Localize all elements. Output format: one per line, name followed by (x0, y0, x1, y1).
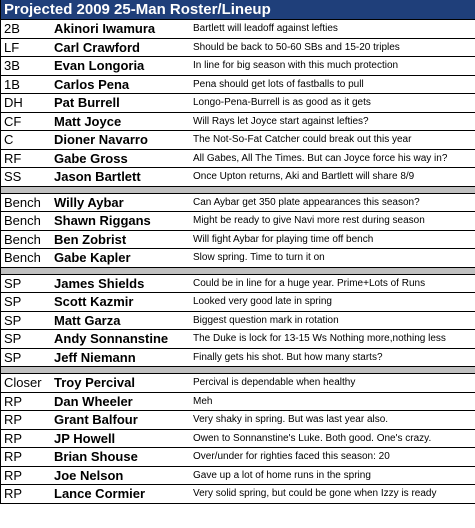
player-name-cell: Evan Longoria (54, 58, 145, 74)
position-cell: 3B (4, 58, 20, 74)
note-cell: Slow spring. Time to turn it on (193, 252, 325, 264)
player-name-cell: Akinori Iwamura (54, 21, 156, 37)
roster-row (1, 249, 475, 268)
position-cell: SS (4, 169, 22, 185)
position-cell: DH (4, 95, 23, 111)
player-name-cell: Scott Kazmir (54, 294, 134, 310)
position-cell: 2B (4, 21, 20, 37)
position-cell: SP (4, 294, 22, 310)
position-cell: C (4, 132, 14, 148)
position-cell: 1B (4, 76, 20, 92)
note-cell: Over/under for righties faced this season: 20 (193, 451, 390, 463)
position-cell: CF (4, 113, 22, 129)
player-name-cell: Troy Percival (54, 375, 135, 391)
position-cell: RP (4, 430, 23, 446)
player-name-cell: Gabe Kapler (54, 250, 131, 266)
player-name-cell: Andy Sonnanstine (54, 331, 169, 347)
position-cell: SP (4, 275, 22, 291)
note-cell: In line for big season with this much protection (193, 60, 399, 72)
note-cell: Looked very good late in spring (193, 296, 332, 308)
roster-row (1, 393, 475, 412)
position-cell: Bench (4, 194, 41, 210)
player-name-cell: Lance Cormier (54, 486, 146, 502)
note-cell: Owen to Sonnanstine's Luke. Both good. One's crazy. (193, 432, 432, 444)
note-cell: The Not-So-Fat Catcher could break out this year (193, 134, 412, 146)
note-cell: Longo-Pena-Burrell is as good as it gets (193, 97, 371, 109)
position-cell: RF (4, 150, 22, 166)
roster-row (1, 485, 475, 504)
roster-row (1, 312, 475, 331)
roster-row (1, 330, 475, 349)
player-name-cell: Gabe Gross (54, 150, 128, 166)
roster-row (1, 57, 475, 76)
position-cell: Bench (4, 250, 41, 266)
note-cell: The Duke is lock for 13-15 Ws Nothing more,nothing less (193, 333, 446, 345)
position-cell: RP (4, 467, 23, 483)
player-name-cell: Carlos Pena (54, 76, 130, 92)
note-cell: Will fight Aybar for playing time off bench (193, 233, 374, 245)
player-name-cell: James Shields (54, 275, 145, 291)
roster-row (1, 275, 475, 294)
roster-row (1, 212, 475, 231)
roster-row (1, 194, 475, 213)
note-cell: Meh (193, 395, 213, 407)
position-cell: RP (4, 486, 23, 502)
position-cell: RP (4, 449, 23, 465)
section-divider (1, 187, 475, 194)
player-name-cell: Dan Wheeler (54, 393, 133, 409)
position-cell: SP (4, 312, 22, 328)
player-name-cell: Brian Shouse (54, 449, 138, 465)
player-name-cell: Shawn Riggans (54, 213, 151, 229)
position-cell: LF (4, 39, 20, 55)
roster-row (1, 131, 475, 150)
position-cell: RP (4, 412, 23, 428)
player-name-cell: Pat Burrell (54, 95, 120, 111)
roster-row (1, 467, 475, 486)
roster-row (1, 448, 475, 467)
note-cell: All Gabes, All The Times. But can Joyce force his way in? (193, 152, 448, 164)
player-name-cell: Joe Nelson (54, 467, 124, 483)
note-cell: Very shaky in spring. But was last year also. (193, 414, 389, 426)
roster-row (1, 293, 475, 312)
player-name-cell: Jeff Niemann (54, 349, 136, 365)
player-name-cell: Dioner Navarro (54, 132, 148, 148)
roster-row (1, 20, 475, 39)
note-cell: Can Aybar get 350 plate appearances this season? (193, 196, 420, 208)
player-name-cell: JP Howell (54, 430, 116, 446)
position-cell: SP (4, 331, 22, 347)
position-cell: SP (4, 349, 22, 365)
player-name-cell: Matt Joyce (54, 113, 122, 129)
note-cell: Gave up a lot of home runs in the spring (193, 469, 371, 481)
position-cell: Bench (4, 231, 41, 247)
note-cell: Could be in line for a huge year. Prime+Lots of Runs (193, 277, 426, 289)
note-cell: Finally gets his shot. But how many starts? (193, 351, 383, 363)
sheet-title: Projected 2009 25-Man Roster/Lineup (1, 0, 475, 20)
position-cell: Bench (4, 213, 41, 229)
player-name-cell: Ben Zobrist (54, 231, 127, 247)
roster-row (1, 411, 475, 430)
note-cell: Once Upton returns, Aki and Bartlett will share 8/9 (193, 171, 415, 183)
note-cell: Will Rays let Joyce start against lefties? (193, 115, 369, 127)
note-cell: Biggest question mark in rotation (193, 314, 339, 326)
player-name-cell: Willy Aybar (54, 194, 124, 210)
note-cell: Very solid spring, but could be gone when Izzy is ready (193, 488, 437, 500)
roster-row (1, 168, 475, 187)
section-divider (1, 268, 475, 275)
roster-row (1, 150, 475, 169)
roster-row (1, 94, 475, 113)
player-name-cell: Grant Balfour (54, 412, 138, 428)
roster-row (1, 113, 475, 132)
note-cell: Bartlett will leadoff against lefties (193, 23, 338, 35)
roster-row (1, 39, 475, 58)
position-cell: Closer (4, 375, 42, 391)
roster-row (1, 430, 475, 449)
player-name-cell: Jason Bartlett (54, 169, 141, 185)
roster-row (1, 349, 475, 368)
roster-row (1, 76, 475, 95)
roster-row (1, 231, 475, 250)
section-divider (1, 367, 475, 374)
note-cell: Might be ready to give Navi more rest during season (193, 215, 425, 227)
note-cell: Percival is dependable when healthy (193, 377, 356, 389)
player-name-cell: Matt Garza (54, 312, 121, 328)
roster-table (1, 20, 475, 504)
note-cell: Should be back to 50-60 SBs and 15-20 triples (193, 41, 400, 53)
roster-row (1, 374, 475, 393)
note-cell: Pena should get lots of fastballs to pull (193, 78, 364, 90)
player-name-cell: Carl Crawford (54, 39, 140, 55)
position-cell: RP (4, 393, 23, 409)
